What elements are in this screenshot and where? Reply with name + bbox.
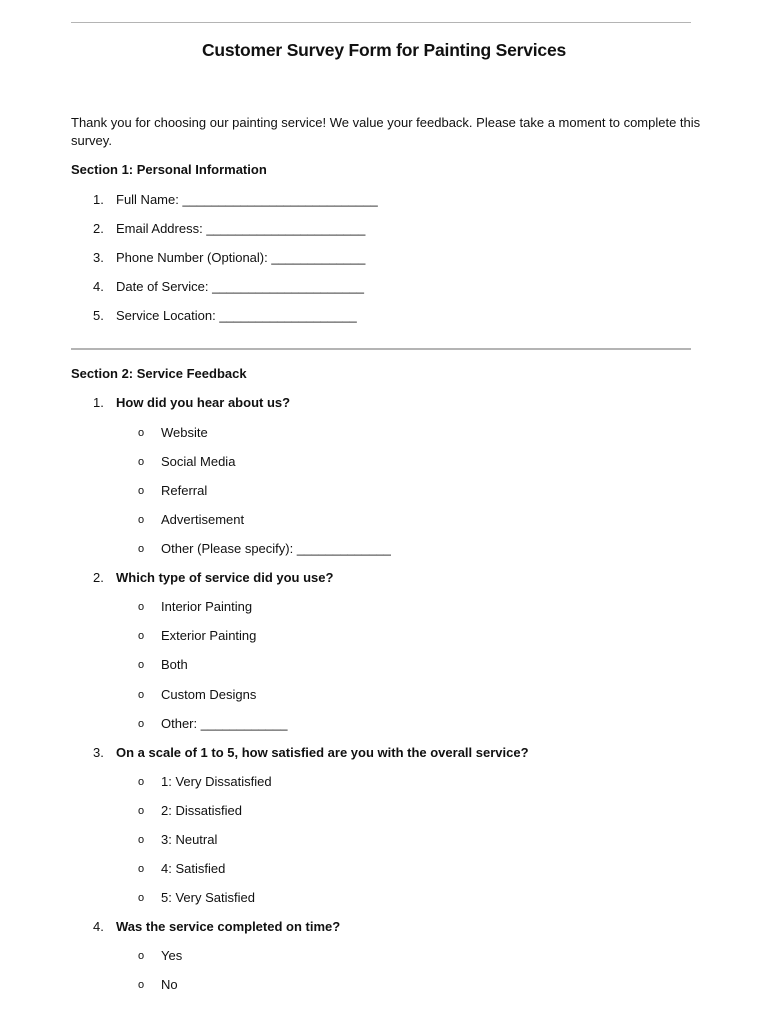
question-number: 1. <box>93 395 104 410</box>
item-text: Service Location: ___________________ <box>116 308 357 323</box>
bullet-icon: o <box>138 892 145 904</box>
item-number: 3. <box>93 250 104 265</box>
item-number: 1. <box>93 192 104 207</box>
section1-heading: Section 1: Personal Information <box>71 162 267 177</box>
bullet-icon: o <box>138 630 145 642</box>
option-text: No <box>161 977 178 992</box>
option-text: Interior Painting <box>161 599 253 614</box>
question-text: Which type of service did you use? <box>116 570 334 585</box>
option-text: Exterior Painting <box>161 628 257 643</box>
item-text: Phone Number (Optional): _____________ <box>116 250 366 265</box>
bullet-icon: o <box>138 718 145 730</box>
option-text: Custom Designs <box>161 687 257 702</box>
option-text: 4: Satisfied <box>161 861 226 876</box>
section-divider <box>71 348 691 350</box>
question-text: On a scale of 1 to 5, how satisfied are you with the overall service? <box>116 745 529 760</box>
bullet-icon: o <box>138 776 145 788</box>
top-divider <box>71 22 691 23</box>
option-text: Both <box>161 657 188 672</box>
option-text: 1: Very Dissatisfied <box>161 774 272 789</box>
bullet-icon: o <box>138 863 145 875</box>
bullet-icon: o <box>138 427 145 439</box>
bullet-icon: o <box>138 689 145 701</box>
question-number: 4. <box>93 919 104 934</box>
question-text: How did you hear about us? <box>116 395 291 410</box>
intro-paragraph: Thank you for choosing our painting service! We value your feedback. Please take a moment to complete this survey. <box>71 115 701 148</box>
section2-heading: Section 2: Service Feedback <box>71 366 247 381</box>
page-title: Customer Survey Form for Painting Services <box>201 40 567 60</box>
item-number: 2. <box>93 221 104 236</box>
bullet-icon: o <box>138 834 145 846</box>
bullet-icon: o <box>138 514 145 526</box>
option-text: Other (Please specify): _____________ <box>161 541 391 556</box>
option-text: 2: Dissatisfied <box>161 803 242 818</box>
option-text: 5: Very Satisfied <box>161 890 255 905</box>
question-number: 3. <box>93 745 104 760</box>
item-text: Date of Service: _____________________ <box>116 279 364 294</box>
option-text: 3: Neutral <box>161 832 218 847</box>
option-text: Yes <box>161 948 183 963</box>
bullet-icon: o <box>138 543 145 555</box>
bullet-icon: o <box>138 659 145 671</box>
option-text: Referral <box>161 483 208 498</box>
bullet-icon: o <box>138 805 145 817</box>
bullet-icon: o <box>138 601 145 613</box>
bullet-icon: o <box>138 950 145 962</box>
item-text: Full Name: ___________________________ <box>116 192 378 207</box>
option-text: Other: ____________ <box>161 716 288 731</box>
question-text: Was the service completed on time? <box>116 919 341 934</box>
item-number: 5. <box>93 308 104 323</box>
item-number: 4. <box>93 279 104 294</box>
item-text: Email Address: ______________________ <box>116 221 366 236</box>
option-text: Advertisement <box>161 512 245 527</box>
bullet-icon: o <box>138 456 145 468</box>
bullet-icon: o <box>138 485 145 497</box>
option-text: Social Media <box>161 454 236 469</box>
option-text: Website <box>161 425 208 440</box>
bullet-icon: o <box>138 979 145 991</box>
question-number: 2. <box>93 570 104 585</box>
